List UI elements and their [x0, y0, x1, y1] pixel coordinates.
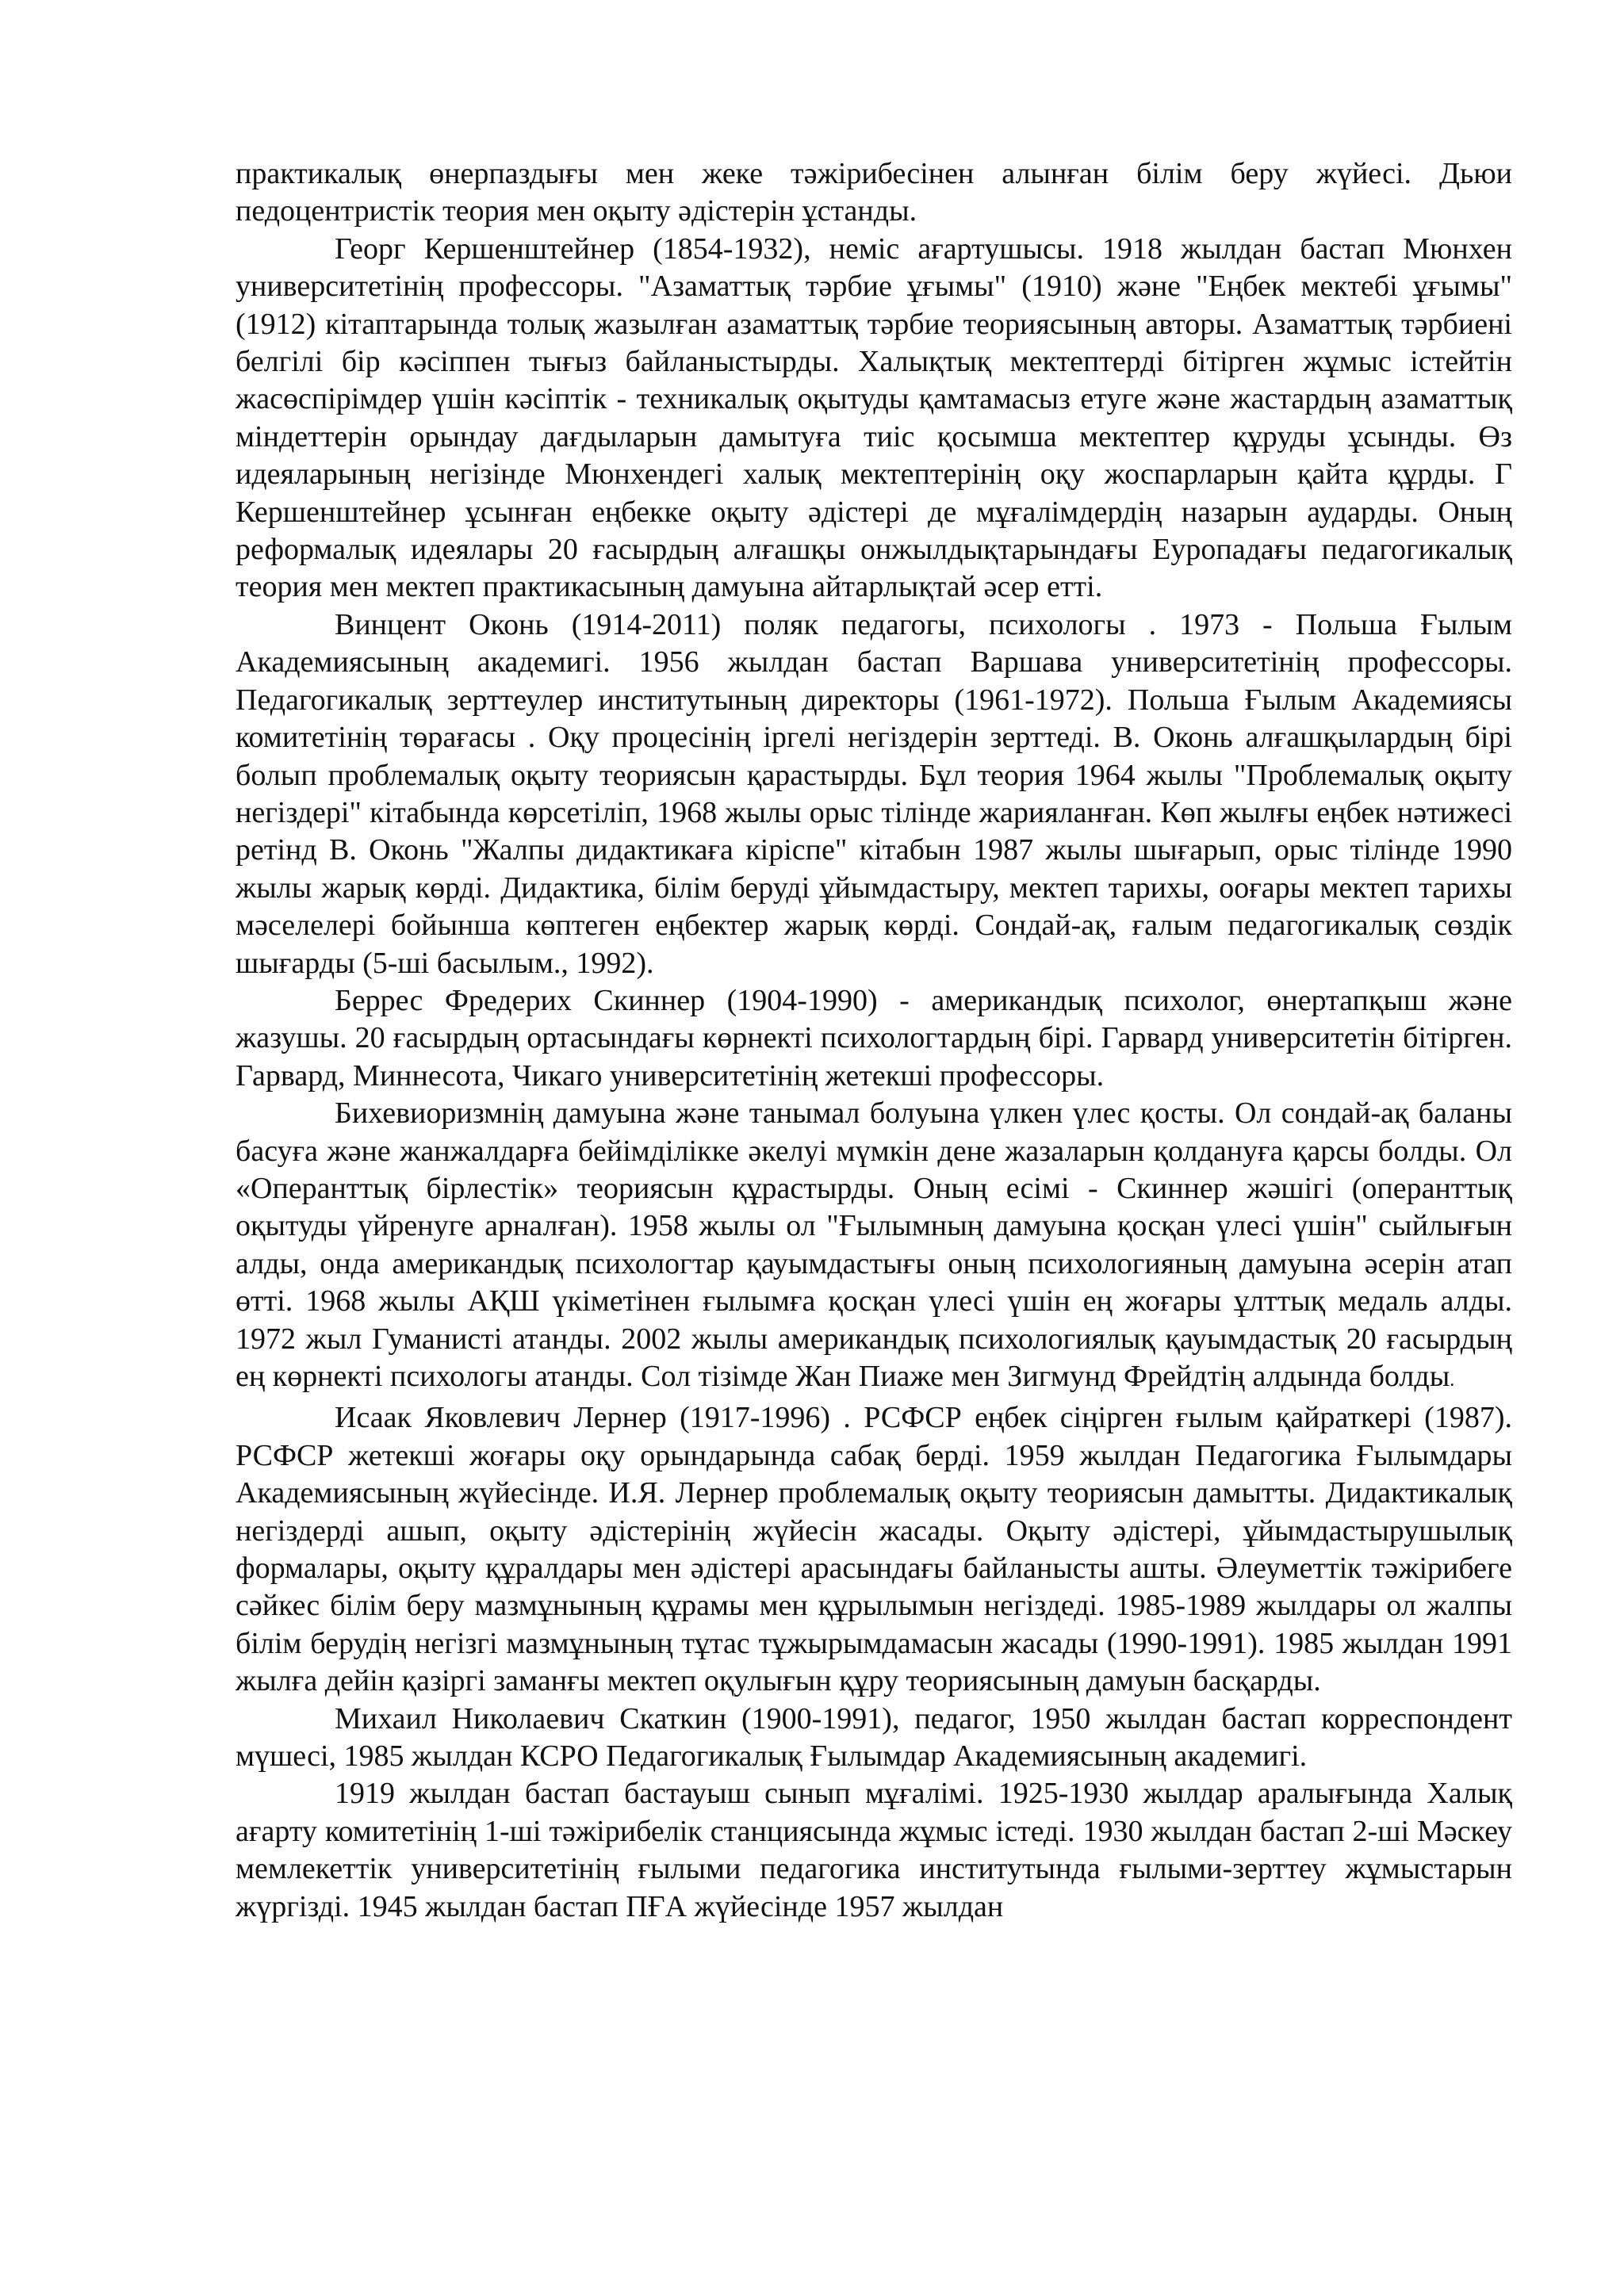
paragraph-skatkin: Михаил Николаевич Скаткин (1900-1991), педагог, 1950 жылдан бастап корреспондент мүшесі, 1985 жылдан КСРО Педагогикалық Ғылымдар Академиясының академигі.: [236, 1701, 1512, 1774]
paragraph-skatkin-career: 1919 жылдан бастап бастауыш сынып мұғалімі. 1925-1930 жылдар аралығында Халық ағарту комитетінің 1-ші тәжірибелік станциясында жұмыс істеді. 1930 жылдан бастап 2-ші Мәскеу мемлекеттік университетінің ғылыми педагогика институтында ғылыми-зерттеу жұмыстарын жүргізді. 1945 жылдан бастап ПҒА жүйесінде 1957 жылдан: [236, 1777, 1512, 1923]
paragraph-skinner-contribution-text: Бихевиоризмнің дамуына және танымал болуына үлкен үлес қосты. Ол сондай-ақ баланы басуға және жанжалдарға бейімділікке әкелуі мүмкін дене жазаларын қолдануға қарсы болды. Ол «Операнттық бірлестік» теориясын құрастырды. Оның есімі - Скиннер жәшігі (операнттық оқытуды үйренуге арналған). 1958 жылы ол "Ғылымның дамуына қосқан үлесі үшін" сыйлығын алды, онда американдық психологтар қауымдастығы оның психологияның дамуына әсерін атап өтті. 1968 жылы АҚШ үкіметінен ғылымға қосқан үлесі үшін ең жоғары ұлттық медаль алды. 1972 жыл Гуманисті атанды. 2002 жылы американдық психологиялық қауымдастық 20 ғасырдың ең көрнекті психологы атанды. Сол тізімде Жан Пиаже мен Зигмунд Фрейдтің алдында болды: [236, 1096, 1512, 1393]
paragraph-lerner: Исаак Яковлевич Лернер (1917-1996) . РСФСР еңбек сіңірген ғылым қайраткері (1987). РСФСР жетекші жоғары оқу орындарында сабақ берді. 1959 жылдан Педагогика Ғылымдары Академиясының жүйесінде. И.Я. Лернер проблемалық оқыту теориясын дамытты. Дидактикалық негіздерді ашып, оқыту әдістерінің жүйесін жасады. Оқыту әдістері, ұйымдастырушылық формалары, оқыту құралдары мен әдістері арасындағы байланысты ашты. Әлеуметтік тәжірибеге сәйкес білім беру мазмұнының құрамы мен құрылымын негіздеді. 1985-1989 жылдары ол жалпы білім берудің негізгі мазмұнының тұтас тұжырымдамасын жасады (1990-1991). 1985 жылдан 1991 жылға дейін қазіргі заманғы мектеп оқулығын құру теориясының дамуын басқарды.: [236, 1401, 1512, 1698]
paragraph-dewey-continuation: практикалық өнерпаздығы мен жеке тәжірибесінен алынған білім беру жүйесі. Дьюи педоцентристік теория мен оқыту әдістерін ұстанды.: [236, 157, 1512, 228]
paragraph-skinner-bio: Беррес Фредерих Скиннер (1904-1990) - американдық психолог, өнертапқыш және жазушы. 20 ғасырдың ортасындағы көрнекті психологтардың бірі. Гарвард университетін бітірген. Гарвард, Миннесота, Чикаго университетінің жетекші профессоры.: [236, 983, 1512, 1093]
paragraph-okon: Винцент Оконь (1914-2011) поляк педагогы, психологы . 1973 - Польша Ғылым Академиясының академигі. 1956 жылдан бастап Варшава университетінің профессоры. Педагогикалық зерттеулер институтының директоры (1961-1972). Польша Ғылым Академиясы комитетінің төрағасы . Оқу процесінің іргелі негіздерін зерттеді. В. Оконь алғашқылардың бірі болып проблемалық оқыту теориясын қарастырды. Бұл теория 1964 жылы "Проблемалық оқыту негіздері" кітабында көрсетіліп, 1968 жылы орыс тілінде жарияланған. Көп жылғы еңбек нәтижесі ретінд В. Оконь "Жалпы дидактикаға кіріспе" кітабын 1987 жылы шығарып, орыс тілінде 1990 жылы жарық көрді. Дидактика, білім беруді ұйымдастыру, мектеп тарихы, ооғары мектеп тарихы мәселелері бойынша көптеген еңбектер жарық көрді. Сондай-ақ, ғалым педагогикалық сөздік шығарды (5-ші басылым., 1992).: [236, 607, 1512, 980]
trailing-period: .: [1450, 1370, 1455, 1391]
paragraph-kerschensteiner: Георг Кершенштейнер (1854-1932), неміс ағартушысы. 1918 жылдан бастап Мюнхен университетінің профессоры. "Азаматтық тәрбие ұғымы" (1910) және "Еңбек мектебі ұғымы" (1912) кітаптарында толық жазылған азаматтық тәрбие теориясының авторы. Азаматтық тәрбиені белгілі бір кәсіппен тығыз байланыстырды. Халықтық мектептерді бітірген жұмыс істейтін жасөспірімдер үшін кәсіптік - техникалық оқытуды қамтамасыз етуге және жастардың азаматтық міндеттерін орындау дағдыларын дамытуға тиіс қосымша мектептер құруды ұсынды. Өз идеяларының негізінде Мюнхендегі халық мектептерінің оқу жоспарларын қайта құрды. Г Кершенштейнер ұсынған еңбекке оқыту әдістері де мұғалімдердің назарын аударды. Оның реформалық идеялары 20 ғасырдың алғашқы онжылдықтарындағы Еуропадағы педагогикалық теория мен мектеп практикасының дамуына айтарлықтай әсер етті.: [236, 232, 1512, 604]
paragraph-skinner-contribution: [236, 1095, 1512, 1399]
document-page: [236, 155, 1512, 1926]
